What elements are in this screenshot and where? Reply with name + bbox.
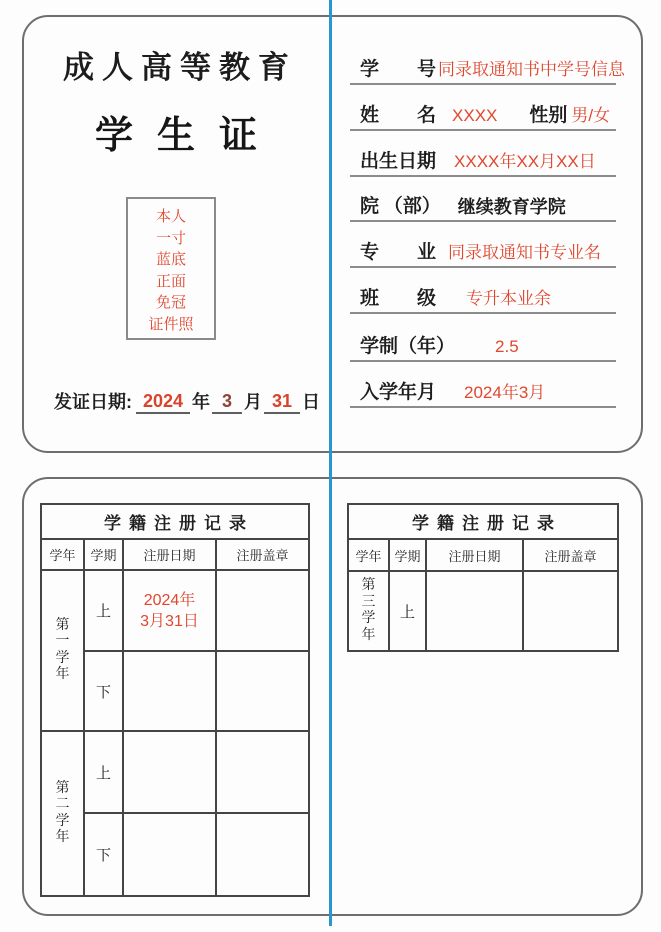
field-row-student-id: [350, 54, 626, 85]
reg-date-line1: 2024年: [143, 591, 196, 609]
semester-cell-down: 下: [84, 813, 123, 896]
cover-title-line2: 学生证: [94, 115, 281, 157]
col-header-reg-date: 注册日期: [426, 539, 523, 571]
reg-stamp-cell: [216, 731, 309, 813]
field-value: XXXX年XX月XX日: [454, 152, 596, 171]
reg-date-cell: [123, 731, 216, 813]
field-value: 同录取通知书专业名: [448, 243, 602, 262]
field-value: 专升本业余: [466, 289, 552, 308]
col-header-semester: 学期: [84, 539, 123, 570]
field-label: 专 业: [360, 242, 437, 263]
col-header-semester: 学期: [389, 539, 426, 571]
field-row-duration: [350, 331, 616, 362]
semester-cell-up: 上: [84, 570, 123, 651]
year-cell-first: 第一学年: [41, 570, 84, 731]
photo-placeholder-box: [126, 197, 216, 340]
registration-table-right: [347, 503, 619, 652]
reg-date-cell: [426, 571, 523, 651]
issue-date-row: [54, 386, 322, 414]
field-value: 同录取通知书中学号信息: [438, 60, 626, 79]
field-label: 出生日期: [360, 151, 437, 172]
reg-stamp-cell: [216, 570, 309, 651]
issue-day-value: 31: [264, 390, 300, 414]
photo-note-line: 正面: [155, 272, 186, 290]
year-cell-second: 第二学年: [41, 731, 84, 896]
field-label: 姓 名: [360, 105, 437, 126]
field-value: 继续教育学院: [457, 197, 566, 217]
col-header-year: 学年: [41, 539, 84, 570]
field-row-major: [350, 237, 616, 268]
table-title: 学籍注册记录: [41, 504, 309, 539]
field-value: XXXX: [452, 106, 498, 125]
field-label: 入学年月: [360, 382, 437, 403]
field-value: 2.5: [495, 337, 519, 356]
booklet-fold-line: [329, 0, 332, 926]
field-label: 学制（年）: [360, 336, 456, 357]
field-label: 院 （部）: [360, 196, 441, 217]
photo-note-line: 免冠: [155, 294, 186, 311]
reg-date-line2: 3月31日: [140, 612, 199, 630]
semester-cell-down: 下: [84, 651, 123, 731]
semester-cell-up: 上: [84, 731, 123, 813]
table-title: 学籍注册记录: [348, 504, 618, 539]
issue-month-unit: 月: [244, 392, 262, 412]
field-value: 2024年3月: [464, 383, 546, 402]
col-header-year: 学年: [348, 539, 389, 571]
registration-table-left: [40, 503, 310, 897]
cover-title-line1: 成人高等教育: [63, 50, 297, 85]
photo-note-line: 一寸: [155, 229, 186, 247]
semester-cell-up: 上: [389, 571, 426, 651]
photo-note-line: 证件照: [148, 315, 194, 333]
field-label-gender: 性别: [529, 105, 568, 126]
issue-date-label: 发证日期:: [54, 392, 132, 412]
field-value-gender: 男/女: [571, 106, 611, 125]
col-header-reg-stamp: 注册盖章: [523, 539, 618, 571]
issue-year-unit: 年: [192, 392, 210, 412]
reg-stamp-cell: [216, 813, 309, 896]
reg-date-cell: [123, 813, 216, 896]
issue-day-unit: 日: [302, 392, 320, 412]
reg-date-cell: [123, 651, 216, 731]
field-label: 学 号: [360, 59, 437, 80]
field-row-department: [350, 191, 616, 222]
field-row-enrollment: [350, 377, 616, 408]
issue-month-value: 3: [212, 390, 242, 414]
field-row-birthdate: [350, 146, 616, 177]
field-label: 班 级: [360, 288, 437, 309]
photo-note-line: 蓝底: [155, 251, 186, 268]
year-cell-third: 第三学年: [348, 571, 389, 651]
col-header-reg-date: 注册日期: [123, 539, 216, 570]
field-row-class: [350, 283, 616, 314]
reg-stamp-cell: [216, 651, 309, 731]
issue-year-value: 2024: [136, 390, 190, 414]
col-header-reg-stamp: 注册盖章: [216, 539, 309, 570]
reg-stamp-cell: [523, 571, 618, 651]
photo-note-line: 本人: [155, 208, 186, 225]
field-row-name-gender: [350, 100, 616, 131]
reg-date-cell: [123, 570, 216, 651]
